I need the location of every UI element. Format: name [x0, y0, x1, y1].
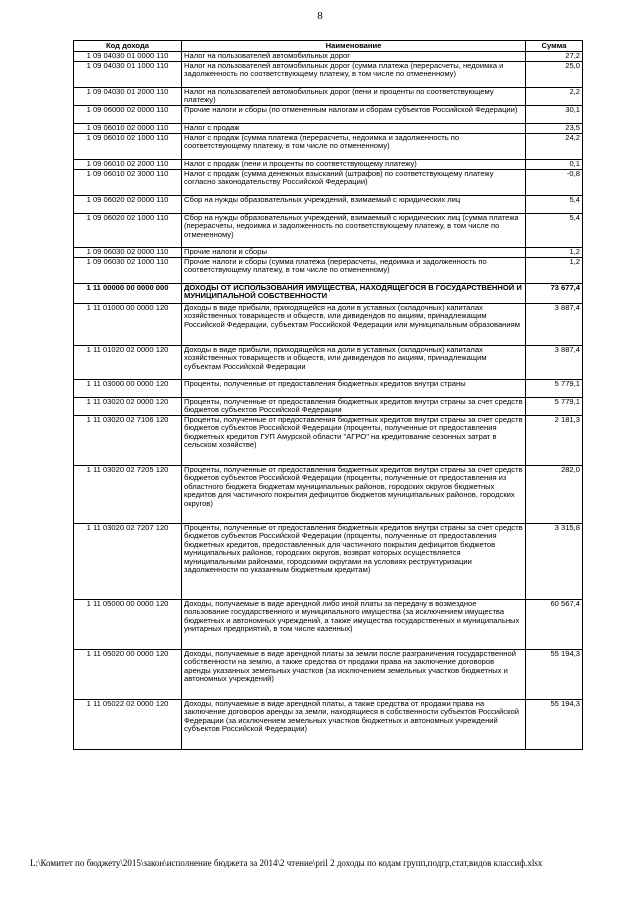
cell-sum: 5,4	[526, 196, 583, 214]
cell-sum: -0,8	[526, 170, 583, 196]
cell-sum: 27,2	[526, 52, 583, 62]
table-row	[74, 524, 583, 600]
cell-sum: 5 779,1	[526, 380, 583, 398]
cell-sum: 1,2	[526, 258, 583, 284]
table-row	[74, 346, 583, 380]
cell-code: 1 11 03020 02 7207 120	[74, 524, 182, 600]
cell-name: Доходы, получаемые в виде арендной либо иной платы за передачу в возмездное пользование государственного и муниципального имущества (за исключением имущества бюджетных и автономных учреждений, а также имущества государственных и муниципальных унитарных предприятий, в том числе казенных)	[182, 600, 526, 650]
cell-code: 1 09 06000 02 0000 110	[74, 106, 182, 124]
cell-sum: 282,0	[526, 466, 583, 524]
cell-sum: 55 194,3	[526, 650, 583, 700]
page-number: 8	[317, 10, 323, 22]
header-name: Наименование	[182, 41, 526, 52]
cell-code: 1 11 03020 02 7106 120	[74, 416, 182, 466]
cell-sum: 30,1	[526, 106, 583, 124]
table-row	[74, 248, 583, 258]
file-path: L:\Комитет по бюджету\2015\закон\исполнение бюджета за 2014\2 чтение\pril 2 доходы по кодам групп,подгр,стат,видов классиф.xlsx	[30, 858, 543, 868]
cell-name: Прочие налоги и сборы	[182, 248, 526, 258]
cell-code: 1 09 06010 02 2000 110	[74, 160, 182, 170]
cell-sum: 5 779,1	[526, 398, 583, 416]
cell-sum: 0,1	[526, 160, 583, 170]
table-row	[74, 52, 583, 62]
cell-name: Налог с продаж	[182, 124, 526, 134]
table-row	[74, 600, 583, 650]
cell-code: 1 09 04030 01 2000 110	[74, 88, 182, 106]
cell-code: 1 11 03020 02 0000 120	[74, 398, 182, 416]
cell-name: Прочие налоги и сборы (по отмененным налогам и сборам субъектов Российской Федерации)	[182, 106, 526, 124]
table-row	[74, 398, 583, 416]
header-code: Код дохода	[74, 41, 182, 52]
cell-sum: 55 194,3	[526, 700, 583, 750]
cell-name: Сбор на нужды образовательных учреждений, взимаемый с юридических лиц	[182, 196, 526, 214]
cell-name: Налог на пользователей автомобильных дорог	[182, 52, 526, 62]
cell-sum: 24,2	[526, 134, 583, 160]
cell-sum: 2,2	[526, 88, 583, 106]
table-row	[74, 160, 583, 170]
table-row	[74, 284, 583, 304]
table-row	[74, 258, 583, 284]
table-body	[74, 52, 583, 750]
cell-name: Налог на пользователей автомобильных дорог (сумма платежа (перерасчеты, недоимка и задолженность по соответствующему платежу, в том числе по отмененному)	[182, 62, 526, 88]
cell-code: 1 09 06010 02 3000 110	[74, 170, 182, 196]
table-row	[74, 700, 583, 750]
cell-name: Проценты, полученные от предоставления бюджетных кредитов внутри страны за счет средств бюджетов субъектов Российской Федерации (проценты, полученные от предоставления бюджетных кредитов ГУП Амурской области "АГРО" на кредитование сезонных затрат в сельском хозяйстве)	[182, 416, 526, 466]
cell-sum: 3 887,4	[526, 304, 583, 346]
cell-code: 1 09 04030 01 1000 110	[74, 62, 182, 88]
cell-code: 1 11 05000 00 0000 120	[74, 600, 182, 650]
cell-name: Проценты, полученные от предоставления бюджетных кредитов внутри страны за счет средств бюджетов субъектов Российской Федерации (проценты, полученные от предоставления из областного бюджета бюджетам муниципальных районов, городских округов бюджетных кредитов для частичного покрытия дефицитов бюджетов муниципальных районов, городских округов)	[182, 466, 526, 524]
cell-name: Налог с продаж (сумма платежа (перерасчеты, недоимка и задолженность по соответствующему платежу, в том числе по отмененному)	[182, 134, 526, 160]
cell-name: Доходы в виде прибыли, приходящейся на доли в уставных (складочных) капиталах хозяйственных товариществ и обществ, или дивидендов по акциям, принадлежащим субъектам Российской Федерации	[182, 346, 526, 380]
cell-name: Налог на пользователей автомобильных дорог (пени и проценты по соответствующему платежу)	[182, 88, 526, 106]
table-row	[74, 304, 583, 346]
cell-code: 1 09 06020 02 1000 110	[74, 214, 182, 248]
cell-sum: 23,5	[526, 124, 583, 134]
table-row	[74, 380, 583, 398]
cell-name: Доходы, получаемые в виде арендной платы, а также средства от продажи права на заключение договоров аренды за земли, находящиеся в собственности субъектов Российской Федерации (за исключением земельных участков бюджетных и автономных учреждений субъектов Российской Федерации)	[182, 700, 526, 750]
cell-sum: 3 887,4	[526, 346, 583, 380]
cell-name: Налог с продаж (пени и проценты по соответствующему платежу)	[182, 160, 526, 170]
cell-code: 1 11 05022 02 0000 120	[74, 700, 182, 750]
cell-sum: 5,4	[526, 214, 583, 248]
cell-code: 1 11 01020 02 0000 120	[74, 346, 182, 380]
cell-code: 1 11 03020 02 7205 120	[74, 466, 182, 524]
table-row	[74, 196, 583, 214]
table-row	[74, 134, 583, 160]
cell-name: Проценты, полученные от предоставления бюджетных кредитов внутри страны	[182, 380, 526, 398]
table-row	[74, 650, 583, 700]
cell-name: Налог с продаж (сумма денежных взысканий (штрафов) по соответствующему платежу согласно законодательству Российской Федерации)	[182, 170, 526, 196]
cell-code: 1 11 05020 00 0000 120	[74, 650, 182, 700]
cell-code: 1 11 03000 00 0000 120	[74, 380, 182, 398]
table-row	[74, 214, 583, 248]
cell-sum: 25,0	[526, 62, 583, 88]
cell-code: 1 11 01000 00 0000 120	[74, 304, 182, 346]
cell-code: 1 09 06030 02 0000 110	[74, 248, 182, 258]
cell-name: Доходы, получаемые в виде арендной платы за земли после разграничения государственной собственности на землю, а также средства от продажи права на заключение договоров аренды указанных земельных участков (за исключением земельных участков бюджетных и автономных учреждений)	[182, 650, 526, 700]
cell-name: ДОХОДЫ ОТ ИСПОЛЬЗОВАНИЯ ИМУЩЕСТВА, НАХОДЯЩЕГОСЯ В ГОСУДАРСТВЕННОЙ И МУНИЦИПАЛЬНОЙ СОБСТВЕННОСТИ	[182, 284, 526, 304]
table-row	[74, 106, 583, 124]
table-header-row	[74, 41, 583, 52]
cell-name: Сбор на нужды образовательных учреждений, взимаемый с юридических лиц (сумма платежа (перерасчеты, недоимка и задолженность по соответствующему платежу, в том числе по отмененному)	[182, 214, 526, 248]
table-row	[74, 416, 583, 466]
table-row	[74, 88, 583, 106]
cell-sum: 3 315,8	[526, 524, 583, 600]
revenue-table	[73, 40, 583, 750]
cell-code: 1 09 04030 01 0000 110	[74, 52, 182, 62]
table-row	[74, 466, 583, 524]
cell-code: 1 09 06010 02 1000 110	[74, 134, 182, 160]
cell-name: Проценты, полученные от предоставления бюджетных кредитов внутри страны за счет средств бюджетов субъектов Российской Федерации (проценты, полученные от предоставления бюджетных кредитов, предоставленных для частичного покрытия дефицитов бюджетов муниципальных районов, городских округов, возврат которых осуществляется муниципальными районами, городскими округами на условиях реструктуризации задолженности по указанным бюджетным кредитам)	[182, 524, 526, 600]
cell-code: 1 09 06010 02 0000 110	[74, 124, 182, 134]
cell-code: 1 09 06020 02 0000 110	[74, 196, 182, 214]
cell-sum: 2 181,3	[526, 416, 583, 466]
cell-sum: 60 567,4	[526, 600, 583, 650]
header-sum: Сумма	[526, 41, 583, 52]
cell-sum: 1,2	[526, 248, 583, 258]
cell-code: 1 11 00000 00 0000 000	[74, 284, 182, 304]
cell-name: Доходы в виде прибыли, приходящейся на доли в уставных (складочных) капиталах хозяйственных товариществ и обществ, или дивидендов по акциям, принадлежащим Российской Федерации, субъектам Российской Федерации или муниципальным образованиям	[182, 304, 526, 346]
cell-name: Проценты, полученные от предоставления бюджетных кредитов внутри страны за счет средств бюджетов субъектов Российской Федерации	[182, 398, 526, 416]
table-row	[74, 124, 583, 134]
cell-name: Прочие налоги и сборы (сумма платежа (перерасчеты, недоимка и задолженность по соответствующему платежу, в том числе по отмененному)	[182, 258, 526, 284]
cell-sum: 73 677,4	[526, 284, 583, 304]
table-row	[74, 62, 583, 88]
cell-code: 1 09 06030 02 1000 110	[74, 258, 182, 284]
table-row	[74, 170, 583, 196]
